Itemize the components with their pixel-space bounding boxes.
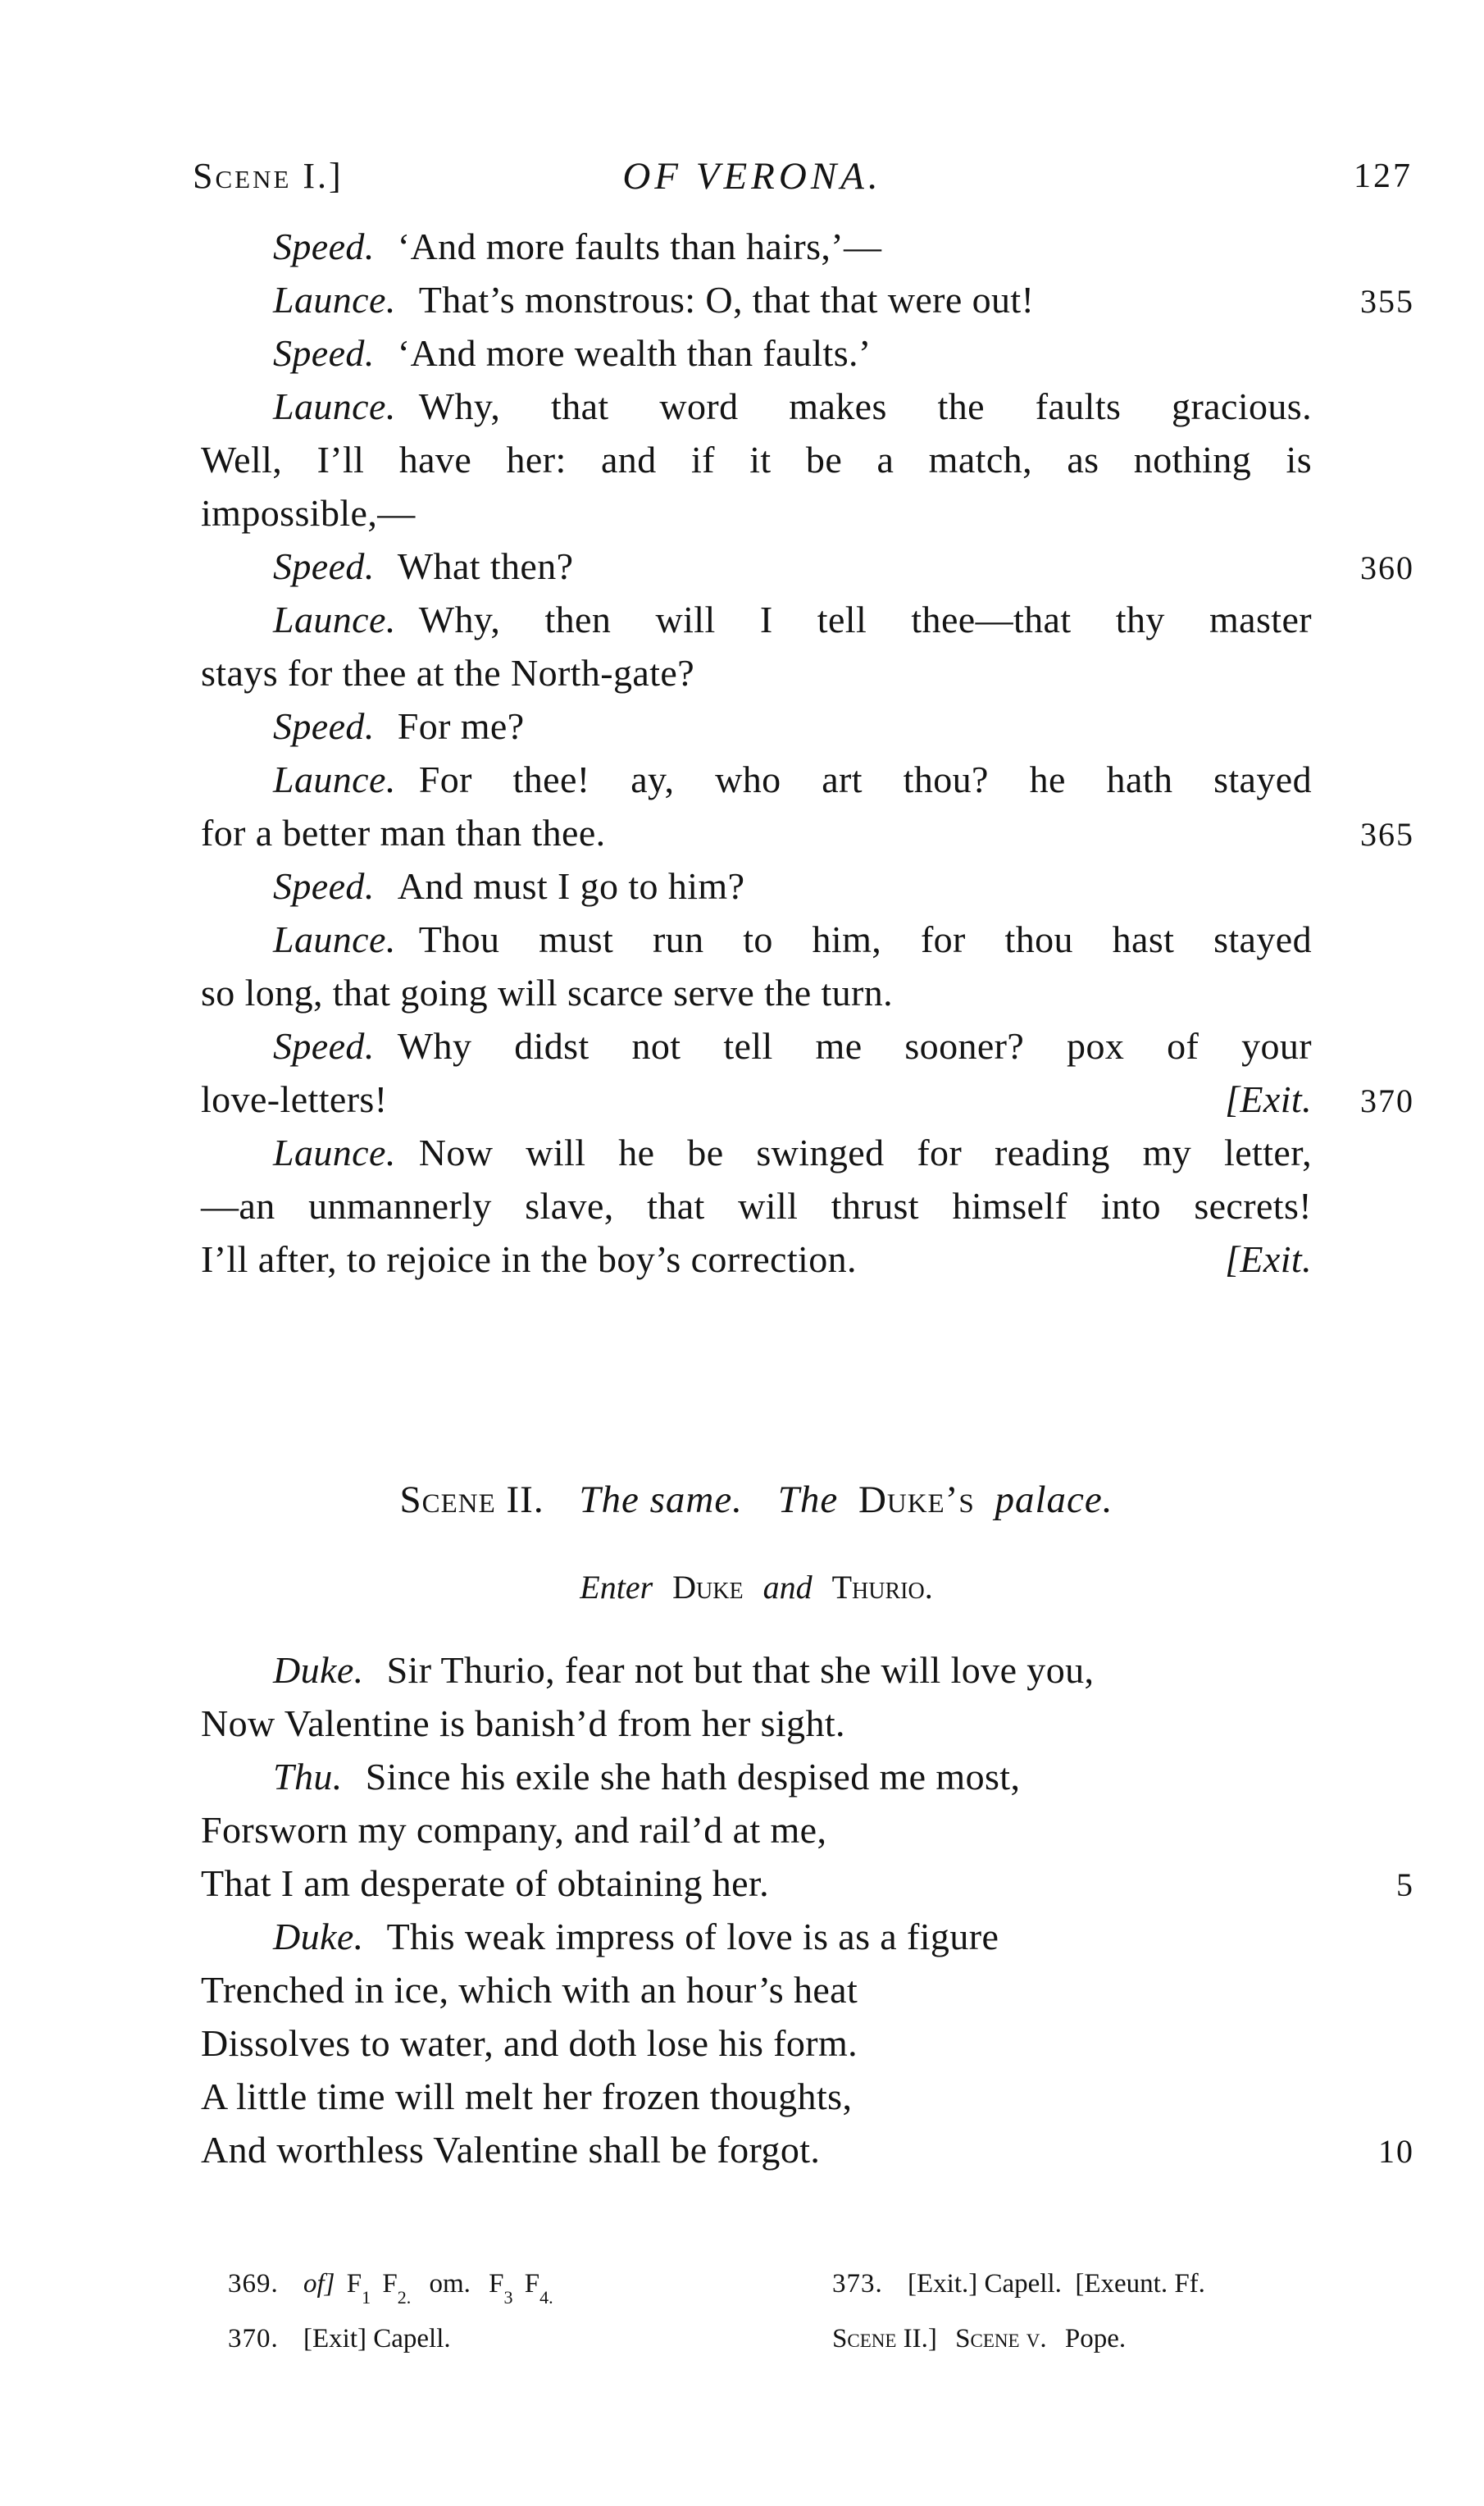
line-text: impossible,—: [201, 492, 416, 534]
footnote-scene-label: Scene II.]: [832, 2324, 937, 2353]
line-text: ‘And more faults than hairs,’—: [397, 226, 882, 267]
dialogue-line: [201, 540, 1414, 593]
dialogue-line: [201, 753, 1312, 806]
line-text: Since his exile she hath despised me most,: [365, 1756, 1021, 1797]
line-text: Why, then will I tell thee—that thy master: [418, 599, 1312, 640]
scene2-dukes: Duke’s: [858, 1479, 975, 1521]
footnote-text: om.: [429, 2269, 471, 2299]
scene1-dialogue: [201, 220, 1414, 1286]
line-text: Why didst not tell me sooner? pox of your: [397, 1025, 1312, 1067]
speaker-name: Launce.: [273, 1132, 396, 1173]
stage-exit: [Exit.: [1225, 1238, 1312, 1280]
line-text: for a better man than thee.: [201, 812, 606, 854]
folio-siglum: F: [346, 2269, 362, 2299]
line-text: That’s monstrous: O, that that were out!: [418, 279, 1035, 321]
footnote-line: [228, 2312, 769, 2367]
dialogue-line: [201, 1857, 1414, 1910]
direction-thurio: Thurio.: [831, 1569, 933, 1606]
dialogue-line: [201, 1179, 1312, 1232]
dialogue-line: [201, 2123, 1414, 2176]
line-text: ‘And more wealth than faults.’: [397, 332, 872, 374]
folio-subscript: 1: [362, 2286, 371, 2308]
speaker-name: Speed.: [273, 865, 375, 907]
dialogue-line: [201, 859, 1312, 913]
line-number: 5: [1396, 1866, 1414, 1903]
dialogue-line: [201, 326, 1312, 380]
dialogue-line: [201, 1126, 1312, 1179]
stage-direction-enter: [201, 1565, 1312, 1611]
line-text: Trenched in ice, which with an hour’s heat: [201, 1969, 858, 2011]
running-title: OF VERONA.: [622, 155, 882, 198]
footnote-number: 373.: [832, 2269, 883, 2299]
dialogue-line: [201, 1910, 1312, 1963]
speaker-name: Launce.: [273, 599, 396, 640]
dialogue-line: [201, 593, 1312, 646]
line-text: so long, that going will scarce serve the turn.: [201, 972, 894, 1014]
line-number: 355: [1360, 283, 1414, 320]
line-text: love-letters!: [201, 1078, 388, 1120]
line-text: And worthless Valentine shall be forgot.: [201, 2129, 821, 2171]
footnote-line: [228, 2257, 769, 2312]
speaker-name: Launce.: [273, 279, 396, 321]
scene2-place: The same.: [579, 1479, 743, 1521]
footnote-lemma: of]: [303, 2269, 335, 2299]
line-number: 365: [1360, 816, 1414, 853]
speaker-name: Speed.: [273, 226, 375, 267]
speaker-name: Duke.: [273, 1916, 364, 1957]
line-text: I’ll after, to rejoice in the boy’s correction.: [201, 1238, 857, 1280]
dialogue-line: [201, 913, 1312, 966]
scene2-palace: palace.: [995, 1479, 1113, 1521]
folio-subscript: 4.: [539, 2286, 553, 2308]
dialogue-line: [201, 1232, 1312, 1286]
line-text: Well, I’ll have her: and if it be a match, as nothing is: [201, 439, 1312, 481]
page-header: [193, 151, 1413, 202]
line-text: Dissolves to water, and doth lose his form.: [201, 2022, 858, 2064]
speaker-name: Thu.: [273, 1756, 343, 1797]
speaker-name: Speed.: [273, 1025, 375, 1067]
line-text: Now will he be swinged for reading my letter,: [418, 1132, 1312, 1173]
line-text: Sir Thurio, fear not but that she will love you,: [386, 1649, 1095, 1691]
dialogue-line: [201, 699, 1312, 753]
speaker-name: Launce.: [273, 759, 396, 800]
running-scene-label: Scene I.]: [193, 156, 344, 196]
folio-siglum: F: [524, 2269, 540, 2299]
folio-subscript: 2.: [397, 2286, 412, 2308]
dialogue-line: [201, 273, 1414, 326]
stage-exit: [Exit.: [1225, 1078, 1312, 1120]
speaker-name: Launce.: [273, 385, 396, 427]
dialogue-line: [201, 1963, 1312, 2016]
folio-subscript: 3: [503, 2286, 513, 2308]
play-text: [201, 220, 1414, 2176]
line-text: And must I go to him?: [397, 865, 745, 907]
footnote-line: [832, 2312, 1406, 2367]
speaker-name: Speed.: [273, 545, 375, 587]
speaker-name: Speed.: [273, 332, 375, 374]
line-text: A little time will melt her frozen thoughts,: [201, 2075, 853, 2117]
dialogue-line: [201, 1019, 1312, 1073]
line-number: 10: [1378, 2133, 1414, 2170]
dialogue-line: [201, 486, 1312, 540]
line-text: Why, that word makes the faults gracious.: [418, 385, 1312, 427]
line-text: What then?: [397, 545, 574, 587]
dialogue-line: [201, 1750, 1312, 1803]
scene2-heading: [201, 1474, 1312, 1525]
footnote-number: 369.: [228, 2269, 279, 2299]
dialogue-line: [201, 2016, 1312, 2070]
folio-siglum: F: [489, 2269, 504, 2299]
dialogue-line: [201, 806, 1414, 859]
footnote-line: [832, 2257, 1406, 2312]
footnote-column-right: [832, 2257, 1406, 2367]
scene2-label: Scene II.: [399, 1479, 544, 1521]
line-number: 360: [1360, 549, 1414, 586]
direction-enter: Enter: [580, 1569, 653, 1606]
footnote-column-left: [228, 2257, 769, 2367]
direction-duke: Duke: [672, 1569, 744, 1606]
dialogue-line: [201, 1643, 1312, 1697]
dialogue-line: [201, 1803, 1312, 1857]
dialogue-line: [201, 1073, 1414, 1126]
line-text: Forsworn my company, and rail’d at me,: [201, 1809, 827, 1851]
dialogue-line: [201, 2070, 1312, 2123]
line-text: Now Valentine is banish’d from her sight.: [201, 1702, 845, 1744]
footnote-text: [Exit.] Capell. [Exeunt. Ff.: [908, 2269, 1205, 2299]
line-text: For me?: [397, 705, 525, 747]
speaker-name: Launce.: [273, 918, 396, 960]
line-text: For thee! ay, who art thou? he hath stayed: [418, 759, 1312, 800]
line-text: stays for thee at the North-gate?: [201, 652, 695, 694]
page-number: 127: [1354, 157, 1413, 195]
dialogue-line: [201, 1697, 1312, 1750]
line-text: That I am desperate of obtaining her.: [201, 1862, 770, 1904]
speaker-name: Speed.: [273, 705, 375, 747]
dialogue-line: [201, 220, 1312, 273]
dialogue-line: [201, 433, 1312, 486]
footnote-text: [Exit] Capell.: [303, 2324, 451, 2353]
line-text: Thou must run to him, for thou hast stayed: [418, 918, 1312, 960]
footnote-source: Pope.: [1064, 2324, 1127, 2353]
dialogue-line: [201, 380, 1312, 433]
footnote-number: 370.: [228, 2324, 279, 2353]
line-text: —an unmannerly slave, that will thrust himself into secrets!: [201, 1185, 1312, 1227]
scene2-dialogue: [201, 1643, 1414, 2176]
speaker-name: Duke.: [273, 1649, 364, 1691]
direction-and: and: [762, 1569, 813, 1606]
dialogue-line: [201, 966, 1312, 1019]
line-text: This weak impress of love is as a figure: [386, 1916, 999, 1957]
folio-siglum: F: [382, 2269, 398, 2299]
footnote-scene-variant: Scene v.: [955, 2324, 1047, 2353]
dialogue-line: [201, 646, 1312, 699]
line-number: 370: [1360, 1082, 1414, 1119]
scene2-the: The: [777, 1479, 839, 1521]
